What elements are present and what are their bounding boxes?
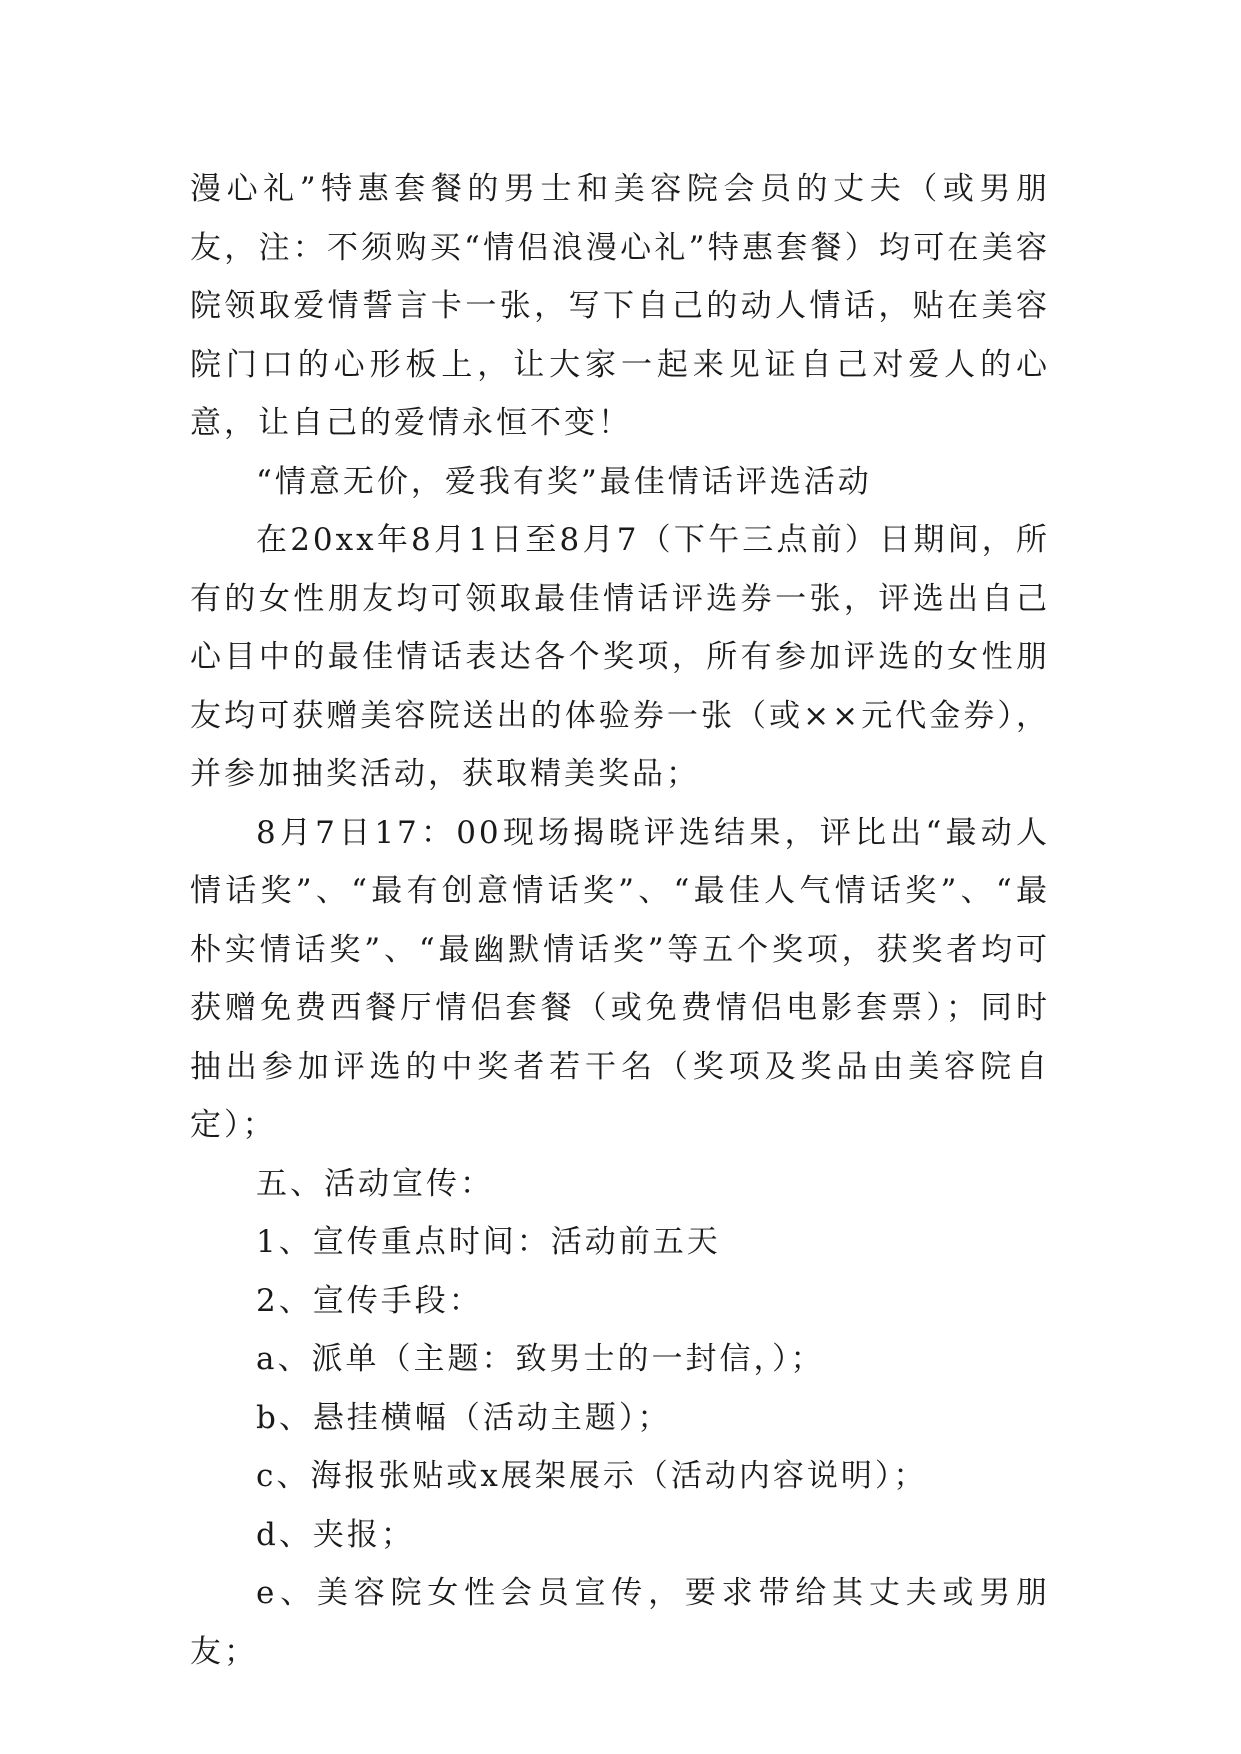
list-item: 2、宣传手段： (256, 1282, 483, 1319)
paragraph-results: 8月7日17：00现场揭晓评选结果，评比出“最动人情话奖”、“最有创意情话奖”、“最佳人气情话奖”、“最朴实情话奖”、“最幽默情话奖”等五个奖项，获奖者均可获赠免费西餐厅情侣套餐（或免费情侣电影套票）；同时抽出参加评选的中奖者若干名（奖项及奖品由美容院自定）； (190, 814, 1050, 1143)
section-heading: “情意无价，爱我有奖”最佳情话评选活动 (256, 463, 872, 500)
list-item: 1、宣传重点时间：活动前五天 (256, 1224, 721, 1260)
list-item: e、美容院女性会员宣传，要求带给其丈夫或男朋友； (190, 1575, 1050, 1670)
paragraph-activity-period: 在20xx年8月1日至8月7（下午三点前）日期间，所有的女性朋友均可领取最佳情话评选券一张，评选出自己心目中的最佳情话表达各个奖项，所有参加评选的女性朋友均可获赠美容院送出的体验券一张（或××元代金券），并参加抽奖活动，获取精美奖品； (190, 522, 1050, 792)
paragraph-continuation: 漫心礼”特惠套餐的男士和美容院会员的丈夫（或男朋友，注：不须购买“情侣浪漫心礼”特惠套餐）均可在美容院领取爱情誓言卡一张，写下自己的动人情话，贴在美容院门口的心形板上，让大家一起来见证自己对爱人的心意，让自己的爱情永恒不变！ (190, 171, 1050, 441)
list-item: a、派单（主题：致男士的一封信，）； (256, 1341, 825, 1377)
document-page (190, 160, 1050, 1681)
list-item: d、夹报； (256, 1516, 415, 1553)
section-heading-publicity: 五、活动宣传： (256, 1165, 494, 1202)
list-item: c、海报张贴或x展架展示（活动内容说明）； (256, 1458, 928, 1494)
list-item: b、悬挂横幅（活动主题）； (256, 1399, 672, 1436)
